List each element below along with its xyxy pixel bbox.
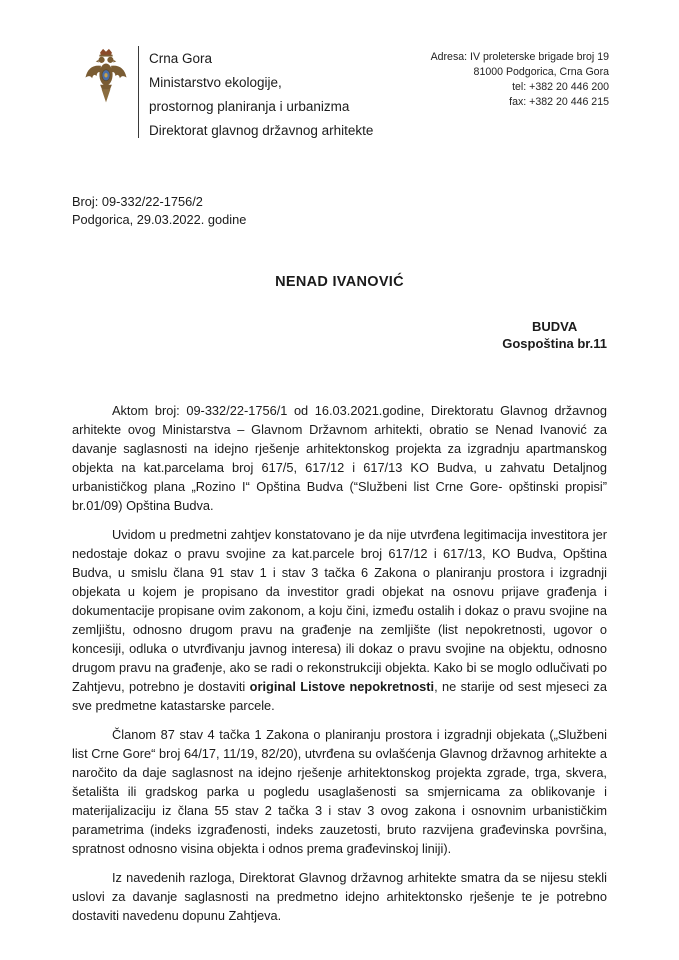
letterhead-divider	[138, 46, 139, 138]
reference-number: Broj: 09-332/22-1756/2	[72, 194, 203, 209]
org-line-country: Crna Gora	[149, 51, 213, 66]
paragraph-3: Članom 87 stav 4 tačka 1 Zakona o planiranju prostora i izgradnji objekata („Službeni list Crne Gore“ broj 64/17, 11/19, 82/20), utvrđena su ovlašćenja Glavnog državnog arhitekte a naročito da daje saglasnost na idejno rješenje arhitektonskog projekta zgrade, trga, skvera, šetališta ili gradskog parka u pogledu usaglašenosti sa smjernicama za oblikovanje i materijalizaciju iz člana 55 stav 2 tačka 3 i stav 3 ovog zakona i osnovnim urbanističkim parametrima (indeks izgrađenosti, indeks zauzetosti, bruto razvijena građevinska površina, spratnost odnosno visina objekta i odnos prema građevinskoj liniji).	[72, 727, 607, 856]
org-line-ministry-1: Ministarstvo ekologije,	[149, 75, 282, 90]
contact-address: Adresa: IV proleterske brigade broj 19	[430, 51, 609, 63]
paragraph-1: Aktom broj: 09-332/22-1756/1 od 16.03.2021.godine, Direktoratu Glavnog državnog arhitekte ovog Ministarstva – Glavnom Državnom arhitekti, obratio se Nenad Ivanović za davanje saglasnosti na idejno rješenje arhitektonskog projekta za izgradnju apartmanskog objekta na kat.parcelama broj 617/5, 617/12 i 617/13 KO Budva, u zahvatu Detaljnog urbanističkog plana „Rozino I“ Opština Budva (“Službeni list Crne Gore- opštinski propisi” br.01/09) Opština Budva.	[72, 403, 607, 513]
paragraph-2	[72, 525, 607, 715]
org-line-directorate: Direktorat glavnog državnog arhitekte	[149, 123, 374, 138]
paragraph-2-tail: , ne starije od sest mjeseci za sve predmetne katastarske parcele.	[72, 679, 607, 713]
contact-tel: tel: +382 20 446 200	[512, 81, 609, 93]
contact-info-block	[431, 46, 609, 110]
recipient-name: NENAD IVANOVIĆ	[275, 274, 404, 290]
letter-body	[0, 401, 679, 925]
coat-of-arms-icon	[84, 48, 128, 104]
ministry-name-block	[149, 46, 373, 143]
paragraph-2-bold: original Listove nepokretnosti	[249, 679, 435, 694]
paragraph-4: Iz navedenih razloga, Direktorat Glavnog državnog arhitekte smatra da se nijesu stekli uslovi za davanje saglasnosti na predmetno idejno arhitektonsko rješenje te je potrebno dostaviti navedenu dopunu Zahtjeva.	[72, 870, 607, 923]
org-line-ministry-2: prostornog planiranja i urbanizma	[149, 99, 350, 114]
contact-fax: fax: +382 20 446 215	[509, 96, 609, 108]
recipient-city: BUDVA	[531, 319, 578, 334]
recipient-address-block	[0, 318, 607, 353]
contact-city: 81000 Podgorica, Crna Gora	[473, 66, 609, 78]
reference-block	[72, 193, 679, 229]
letterhead-left	[84, 46, 373, 143]
reference-place-date: Podgorica, 29.03.2022. godine	[72, 212, 247, 227]
letterhead	[0, 0, 679, 143]
paragraph-2-text: Uvidom u predmetni zahtjev konstatovano je da nije utvrđena legitimacija investitora jer nedostaje dokaz o pravu svojine za kat.parcele broj 617/12 i 617/13, KO Budva, Opština Budva, u smislu člana 91 stav 1 i stav 3 tačka 6 Zakona o planiranju prostora i izgradnji objekata u kojem je propisano da investitor gradi objekat na osnovu prijave građenja i dokumentacije propisane ovim zakonom, a koju čini, između ostalih i dokaz o pravu svojine na zemljištu, odnosno drugom pravu na građenje na zemljište (list nepokretnosti, ugovor o koncesiji, odluka o utvrđivanju javnog interesa) ili dokaz o pravu svojine na objektu, odnosno drugom pravu na građenje, ako se radi o rekonstrukciji objekta. Kako bi se moglo odlučivati po Zahtjevu, potrebno je dostaviti	[72, 527, 607, 694]
recipient-street: Gospoština br.11	[502, 336, 607, 351]
